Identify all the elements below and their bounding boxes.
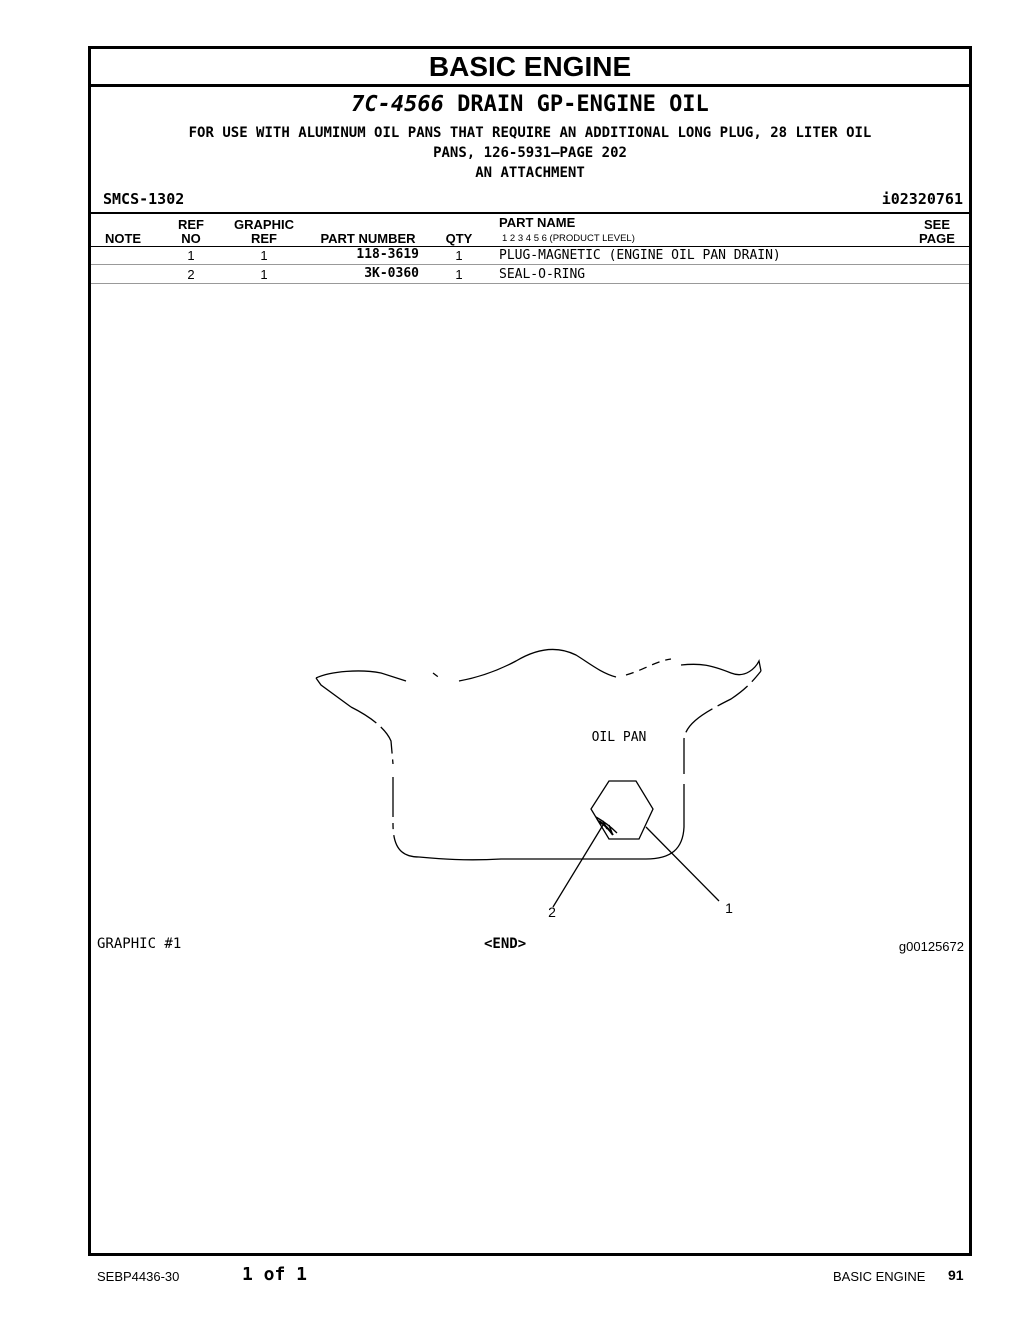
end-marker: <END> [484, 936, 527, 952]
col-part-number: PART NUMBER [320, 231, 416, 246]
callout-leader-2 [553, 825, 603, 907]
col-part-name: PART NAME [499, 215, 576, 230]
section-header: BASIC ENGINE [91, 49, 969, 87]
row-part-name: PLUG-MAGNETIC (ENGINE OIL PAN DRAIN) [499, 248, 781, 263]
pan-left-edge [316, 678, 351, 707]
pan-flange-right [681, 661, 761, 675]
callout-2-label: 2 [548, 904, 556, 920]
row-divider [91, 283, 969, 284]
page-frame [88, 46, 972, 1256]
pan-flange-gap [433, 673, 441, 679]
graphic-caption: GRAPHIC #1 [97, 936, 182, 952]
footer-section: BASIC ENGINE [833, 1269, 926, 1284]
table-top-rule [91, 212, 969, 214]
oil-pan-illustration [291, 589, 791, 929]
usage-note-line2: PANS, 126-5931—PAGE 202 [433, 145, 627, 161]
row-graphic-ref: 1 [260, 248, 268, 263]
col-product-levels: 1 2 3 4 5 6 (PRODUCT LEVEL) [502, 233, 635, 244]
row-divider [91, 264, 969, 265]
usage-note-line1: FOR USE WITH ALUMINUM OIL PANS THAT REQUIRE AN ADDITIONAL LONG PLUG, 28 LITER OIL [188, 125, 872, 141]
col-ref-top: REF [178, 217, 204, 232]
page-number: 91 [948, 1267, 964, 1283]
row-graphic-ref: 1 [260, 267, 268, 282]
doc-number: SEBP4436-30 [97, 1269, 180, 1284]
pan-flange-top-wave [459, 649, 616, 681]
col-ref-bottom: NO [181, 231, 201, 246]
pan-left-wall [393, 777, 419, 857]
col-note: NOTE [104, 231, 142, 246]
header-bottom-rule [91, 246, 969, 247]
callout-1-label: 1 [725, 900, 733, 916]
smcs-code: SMCS-1302 [103, 190, 185, 208]
oil-pan-label: OIL PAN [591, 730, 647, 745]
page-of: 1 of 1 [242, 1264, 308, 1285]
col-see-bottom: PAGE [919, 231, 955, 246]
row-ref-no: 1 [187, 248, 195, 263]
row-qty: 1 [455, 267, 463, 282]
usage-note-line3: AN ATTACHMENT [475, 165, 585, 181]
col-graphic-top: GRAPHIC [234, 217, 294, 232]
pan-flange-dash [626, 659, 671, 675]
row-qty: 1 [455, 248, 463, 263]
illustration-id: i02320761 [881, 190, 963, 208]
pan-right-wall [684, 671, 761, 774]
col-qty: QTY [445, 231, 473, 246]
col-see-top: SEE [923, 217, 950, 232]
col-graphic-bottom: REF [251, 231, 277, 246]
row-ref-no: 2 [187, 267, 195, 282]
row-part-name: SEAL-O-RING [499, 267, 586, 282]
row-part-number: 118-3619 [356, 247, 419, 262]
group-title [91, 92, 969, 117]
row-part-number: 3K-0360 [364, 266, 419, 281]
group-part-number: 7C-4566 [351, 92, 444, 117]
graphic-id: g00125672 [898, 939, 964, 954]
pan-flange-left [316, 671, 406, 681]
pan-left-shoulder [351, 707, 393, 764]
group-name: DRAIN GP-ENGINE OIL [457, 92, 709, 117]
